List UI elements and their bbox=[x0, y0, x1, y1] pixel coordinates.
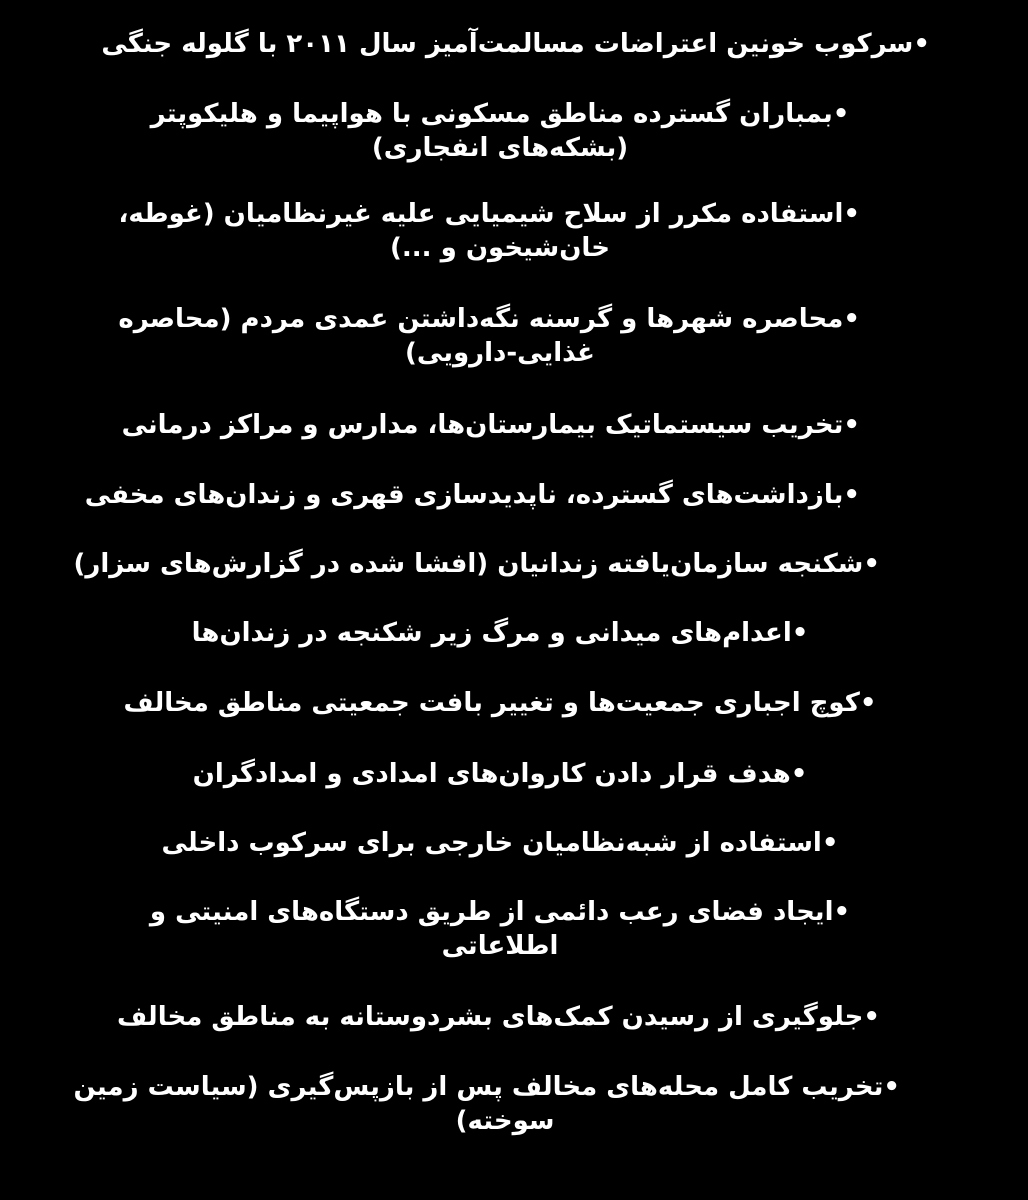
list-item-line: •شکنجه سازمان‌یافته زندانیان (افشا شده در گزارش‌های سزار) bbox=[73, 549, 880, 579]
list-item-line: •بمباران گسترده مناطق مسکونی با هواپیما و هلیکوپتر bbox=[150, 99, 850, 129]
list-item-line: •استفاده از شبه‌نظامیان خارجی برای سرکوب داخلی bbox=[161, 828, 839, 858]
list-item bbox=[84, 478, 860, 512]
list-item-line: •ایجاد فضای رعب دائمی از طریق دستگاه‌های امنیتی و bbox=[149, 897, 851, 927]
list-item-line: •کوچ اجباری جمعیت‌ها و تغییر بافت جمعیتی مناطق مخالف bbox=[123, 688, 877, 718]
list-item bbox=[73, 1070, 900, 1138]
list-item bbox=[140, 97, 860, 165]
list-item-line: •استفاده مکرر از سلاح شیمیایی علیه غیرنظامیان (غوطه، bbox=[118, 199, 860, 229]
list-item-line: خان‌شیخون و ...) bbox=[390, 233, 610, 263]
list-item-line: •تخریب کامل محله‌های مخالف پس از بازپس‌گیری (سیاست زمین bbox=[73, 1072, 900, 1102]
list-item bbox=[118, 302, 860, 370]
list-item bbox=[140, 895, 860, 963]
list-item bbox=[73, 547, 880, 581]
list-item-line: (بشکه‌های انفجاری) bbox=[371, 133, 629, 163]
list-item-line: سوخته) bbox=[455, 1106, 555, 1136]
list-item bbox=[118, 197, 860, 265]
list-item bbox=[101, 27, 930, 61]
list-item bbox=[116, 1000, 880, 1034]
list-item bbox=[140, 616, 860, 650]
list-item-line: •محاصره شهرها و گرسنه نگه‌داشتن عمدی مردم (محاصره bbox=[118, 304, 860, 334]
list-item-line: •تخریب سیستماتیک بیمارستان‌ها، مدارس و مراکز درمانی bbox=[121, 410, 860, 440]
list-item-line: •هدف قرار دادن کاروان‌های امدادی و امدادگران bbox=[192, 759, 808, 789]
list-item bbox=[121, 408, 860, 442]
list-item-line: •بازداشت‌های گسترده، ناپدیدسازی قهری و زندان‌های مخفی bbox=[84, 480, 860, 510]
list-item-line: غذایی-دارویی) bbox=[405, 338, 595, 368]
list-item-line: اطلاعاتی bbox=[441, 931, 559, 961]
list-item bbox=[120, 686, 880, 720]
list-item bbox=[140, 757, 860, 791]
list-item bbox=[140, 826, 860, 860]
list-item-line: •جلوگیری از رسیدن کمک‌های بشردوستانه به مناطق مخالف bbox=[116, 1002, 880, 1032]
list-item-line: •اعدام‌های میدانی و مرگ زیر شکنجه در زندان‌ها bbox=[191, 618, 809, 648]
list-item-line: •سرکوب خونین اعتراضات مسالمت‌آمیز سال ۲۰۱۱ با گلوله جنگی bbox=[101, 29, 930, 59]
